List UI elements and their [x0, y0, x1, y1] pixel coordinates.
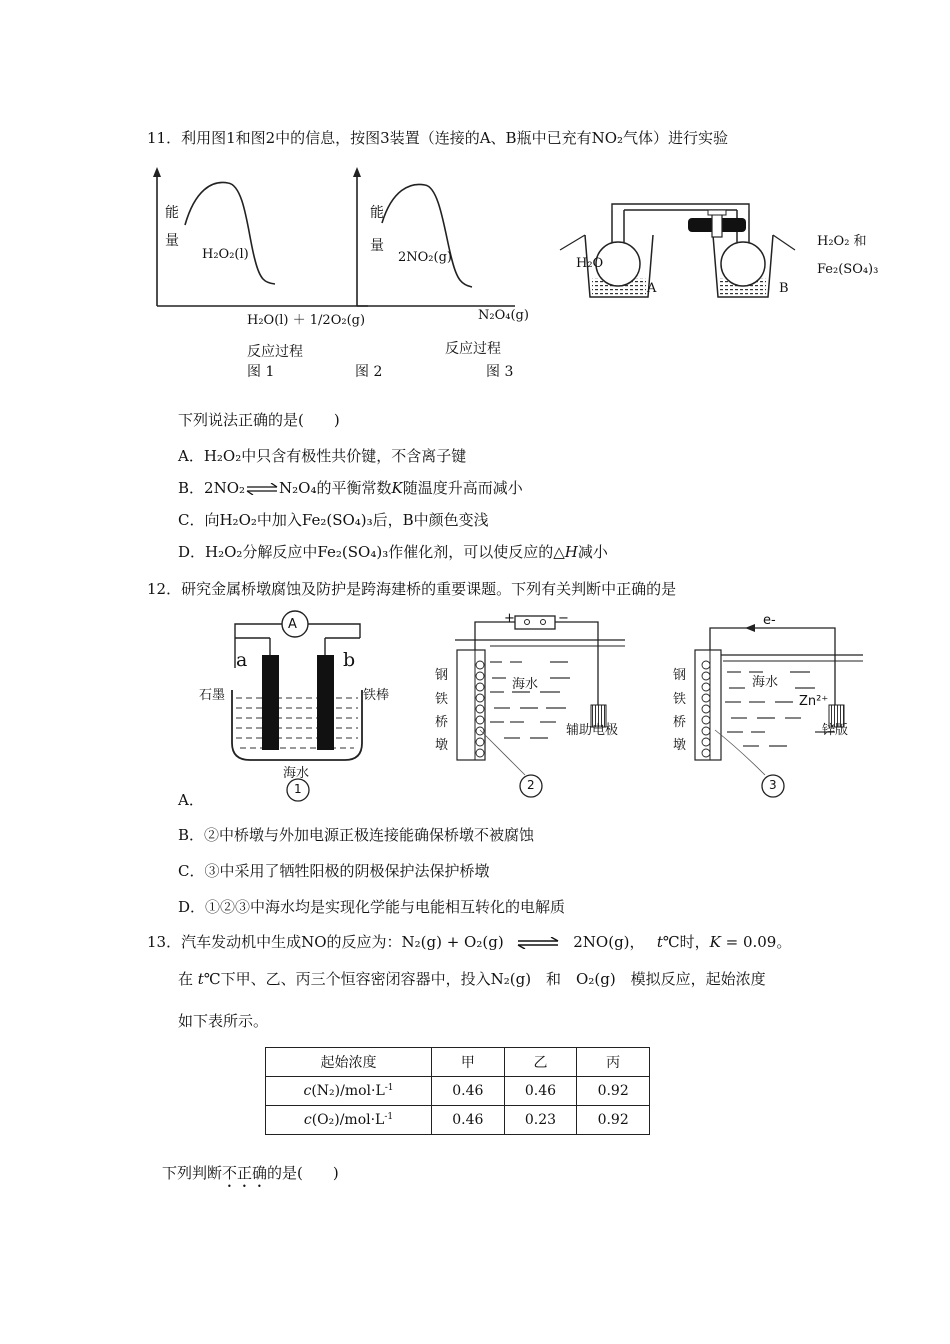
- q13-stem-t: t: [656, 933, 663, 951]
- q13-line2-t: t: [197, 970, 204, 988]
- q12-figure-3: [665, 610, 870, 805]
- table-header-cell: 起始浓度: [266, 1048, 432, 1077]
- fig2-xlabel: 反应过程: [445, 341, 501, 357]
- initial-concentration-table: [265, 1047, 650, 1135]
- fig1-reactant-label: H₂O₂(l): [202, 247, 249, 262]
- fig3-flask-a-label: A: [647, 281, 657, 296]
- q11-figure-3-apparatus: [555, 200, 815, 310]
- equilibrium-arrow-icon: [245, 483, 279, 495]
- fig2-ylabel-1: 能: [370, 205, 384, 221]
- table-cell: 0.46: [432, 1106, 505, 1135]
- fig1-energy-curve: [185, 182, 275, 284]
- q13-stem: [147, 931, 791, 952]
- q12-option-d: D．①②③中海水均是实现化学能与电能相互转化的电解质: [178, 898, 566, 916]
- q11-option-d: [178, 541, 608, 562]
- electron-label: e-: [763, 613, 776, 628]
- seawater-label-3: 海水: [752, 675, 779, 690]
- q11-option-b: [178, 477, 523, 498]
- beaker-right-lip: [773, 235, 795, 250]
- fig1-product-label: H₂O(l) ＋ 1/2O₂(g): [247, 313, 366, 328]
- electrolytic-beaker: [232, 690, 362, 760]
- pier-label-3-3: 墩: [673, 738, 687, 753]
- power-plus-label: +: [504, 611, 515, 626]
- equilibrium-arrow-icon-2: [516, 937, 560, 949]
- seawater-dashes-3: [725, 672, 835, 746]
- q12-stem: 12．研究金属桥墩腐蚀及防护是跨海建桥的重要课题。下列有关判断中正确的是: [147, 580, 677, 598]
- pier-label-3-1: 铁: [673, 692, 687, 707]
- fig2-ylabel-2: 量: [370, 238, 384, 254]
- fig1-ylabel-1: 能: [165, 205, 179, 221]
- q13-stem-tail: ℃时，: [662, 933, 710, 951]
- q13-line2-pre: 在: [178, 970, 194, 988]
- auxiliary-electrode-label: 辅助电极: [566, 723, 619, 738]
- fig3-flask-b-label: B: [779, 281, 789, 296]
- q13-stem-post: 2NO(g)，: [573, 933, 638, 951]
- fig2-reactant-label: 2NO₂(g): [398, 250, 452, 265]
- q13-prompt-post: 的是( ): [267, 1164, 339, 1182]
- fig2-energy-curve: [382, 184, 472, 287]
- q13-line-3: 如下表所示。: [178, 1012, 269, 1030]
- electron-arrow-icon: [745, 624, 755, 632]
- pier-label-3-0: 钢: [673, 668, 687, 683]
- q11-prompt: 下列说法正确的是( ): [178, 411, 340, 429]
- table-row: [266, 1106, 650, 1135]
- zinc-ion-label: Zn²⁺: [799, 694, 829, 709]
- q13-prompt: [162, 1162, 339, 1191]
- fig2-y-arrow: [353, 167, 361, 177]
- q11-figure-2: [340, 165, 520, 325]
- zinc-plate-label: 锌版: [822, 723, 849, 738]
- q13-line-2: [178, 968, 766, 989]
- q11-option-d-pre: D．H₂O₂分解反应中Fe₂(SO₄)₃作催化剂，可以使反应的△: [178, 543, 565, 561]
- fig1-ylabel-2: 量: [165, 233, 179, 249]
- pier-label-2-1: 铁: [435, 692, 449, 707]
- q12-option-c: C．③中采用了牺牲阳极的阴极保护法保护桥墩: [178, 862, 490, 880]
- iron-rod-electrode: [317, 655, 334, 750]
- fig3-right-label-1: H₂O₂ 和: [817, 234, 867, 249]
- q13-prompt-pre: 下列判断: [162, 1164, 223, 1182]
- q13-stem-val: = 0.09。: [720, 933, 792, 951]
- table-cell: 0.46: [504, 1077, 577, 1106]
- figure-number-3: 3: [769, 778, 777, 792]
- dc-power-source-icon: [515, 616, 555, 629]
- q11-option-a: A．H₂O₂中只含有极性共价键，不含离子键: [178, 447, 467, 465]
- seawater-label-2: 海水: [512, 677, 539, 692]
- q11-option-d-end: 减小: [577, 543, 608, 561]
- table-header-cell: 甲: [432, 1048, 505, 1077]
- pier-label-3-2: 桥: [673, 715, 687, 730]
- table-header-cell: 乙: [504, 1048, 577, 1077]
- table-header-row: [266, 1048, 650, 1077]
- q13-stem-k: K: [709, 933, 721, 951]
- table-cell: 0.46: [432, 1077, 505, 1106]
- fig3-right-label-2: Fe₂(SO₄)₃: [817, 262, 879, 277]
- flask-b: [721, 242, 765, 286]
- power-minus-label: −: [558, 611, 569, 626]
- table-header-cell: 丙: [577, 1048, 650, 1077]
- q12-option-b: B．②中桥墩与外加电源正极连接能确保桥墩不被腐蚀: [178, 826, 535, 844]
- fig2-caption: 图 2: [355, 364, 383, 380]
- fig1-xlabel: 反应过程: [247, 344, 303, 360]
- q11-option-b-k: K: [391, 479, 403, 497]
- q11-option-d-h: H: [564, 543, 578, 561]
- fig1-caption: 图 1: [247, 364, 275, 380]
- connecting-tube: [612, 204, 749, 210]
- q11-stem: 11．利用图1和图2中的信息，按图3装置（连接的A、B瓶中已充有NO₂气体）进行实验: [147, 129, 729, 147]
- seawater-label-1: 海水: [283, 766, 310, 781]
- figure-number-1: 1: [294, 782, 302, 796]
- graphite-label: 石墨: [199, 688, 226, 703]
- pier-label-2-0: 钢: [435, 668, 449, 683]
- seawater-lines: [236, 698, 358, 748]
- table-cell: 0.92: [577, 1106, 650, 1135]
- fig3-caption: 图 3: [486, 364, 514, 380]
- q11-option-b-end: 随温度升高而减小: [402, 479, 523, 497]
- table-cell: 0.92: [577, 1077, 650, 1106]
- iron-rod-label: 铁棒: [363, 688, 390, 703]
- figure-number-2: 2: [527, 778, 535, 792]
- beaker-left-lip: [560, 235, 585, 250]
- table-row-label: $c(O_2)/mol\cdot L^{-1}$: [266, 1106, 432, 1135]
- q12-figure-2: [420, 610, 630, 805]
- graphite-electrode: [262, 655, 279, 750]
- fig3-left-label: H₂O: [576, 256, 604, 271]
- pier-label-2-2: 桥: [435, 715, 449, 730]
- q11-option-b-pre: B．2NO₂: [178, 479, 246, 497]
- q11-option-c: C．向H₂O₂中加入Fe₂(SO₄)₃后，B中颜色变浅: [178, 511, 489, 529]
- table-row-label: $c(N_2)/mol\cdot L^{-1}$: [266, 1077, 432, 1106]
- q13-stem-pre: 13．汽车发动机中生成NO的反应为：N₂(g) + O₂(g): [147, 933, 504, 951]
- electrode-b-label: b: [343, 649, 356, 671]
- q11-option-b-post: N₂O₄的平衡常数: [279, 479, 392, 497]
- pier-label-2-3: 墩: [435, 738, 449, 753]
- ammeter-label: A: [288, 617, 297, 632]
- fig1-y-arrow: [153, 167, 161, 177]
- table-row: [266, 1077, 650, 1106]
- q13-line2-post: ℃下甲、乙、丙三个恒容密闭容器中，投入N₂(g) 和 O₂(g) 模拟反应，起始浓度: [203, 970, 766, 988]
- table-cell: 0.23: [504, 1106, 577, 1135]
- q13-prompt-emphasis: 不正确: [222, 1164, 268, 1182]
- electrode-a-label: a: [236, 649, 248, 671]
- fig2-product-label: N₂O₄(g): [478, 308, 529, 323]
- q12-option-a: A．: [178, 791, 204, 809]
